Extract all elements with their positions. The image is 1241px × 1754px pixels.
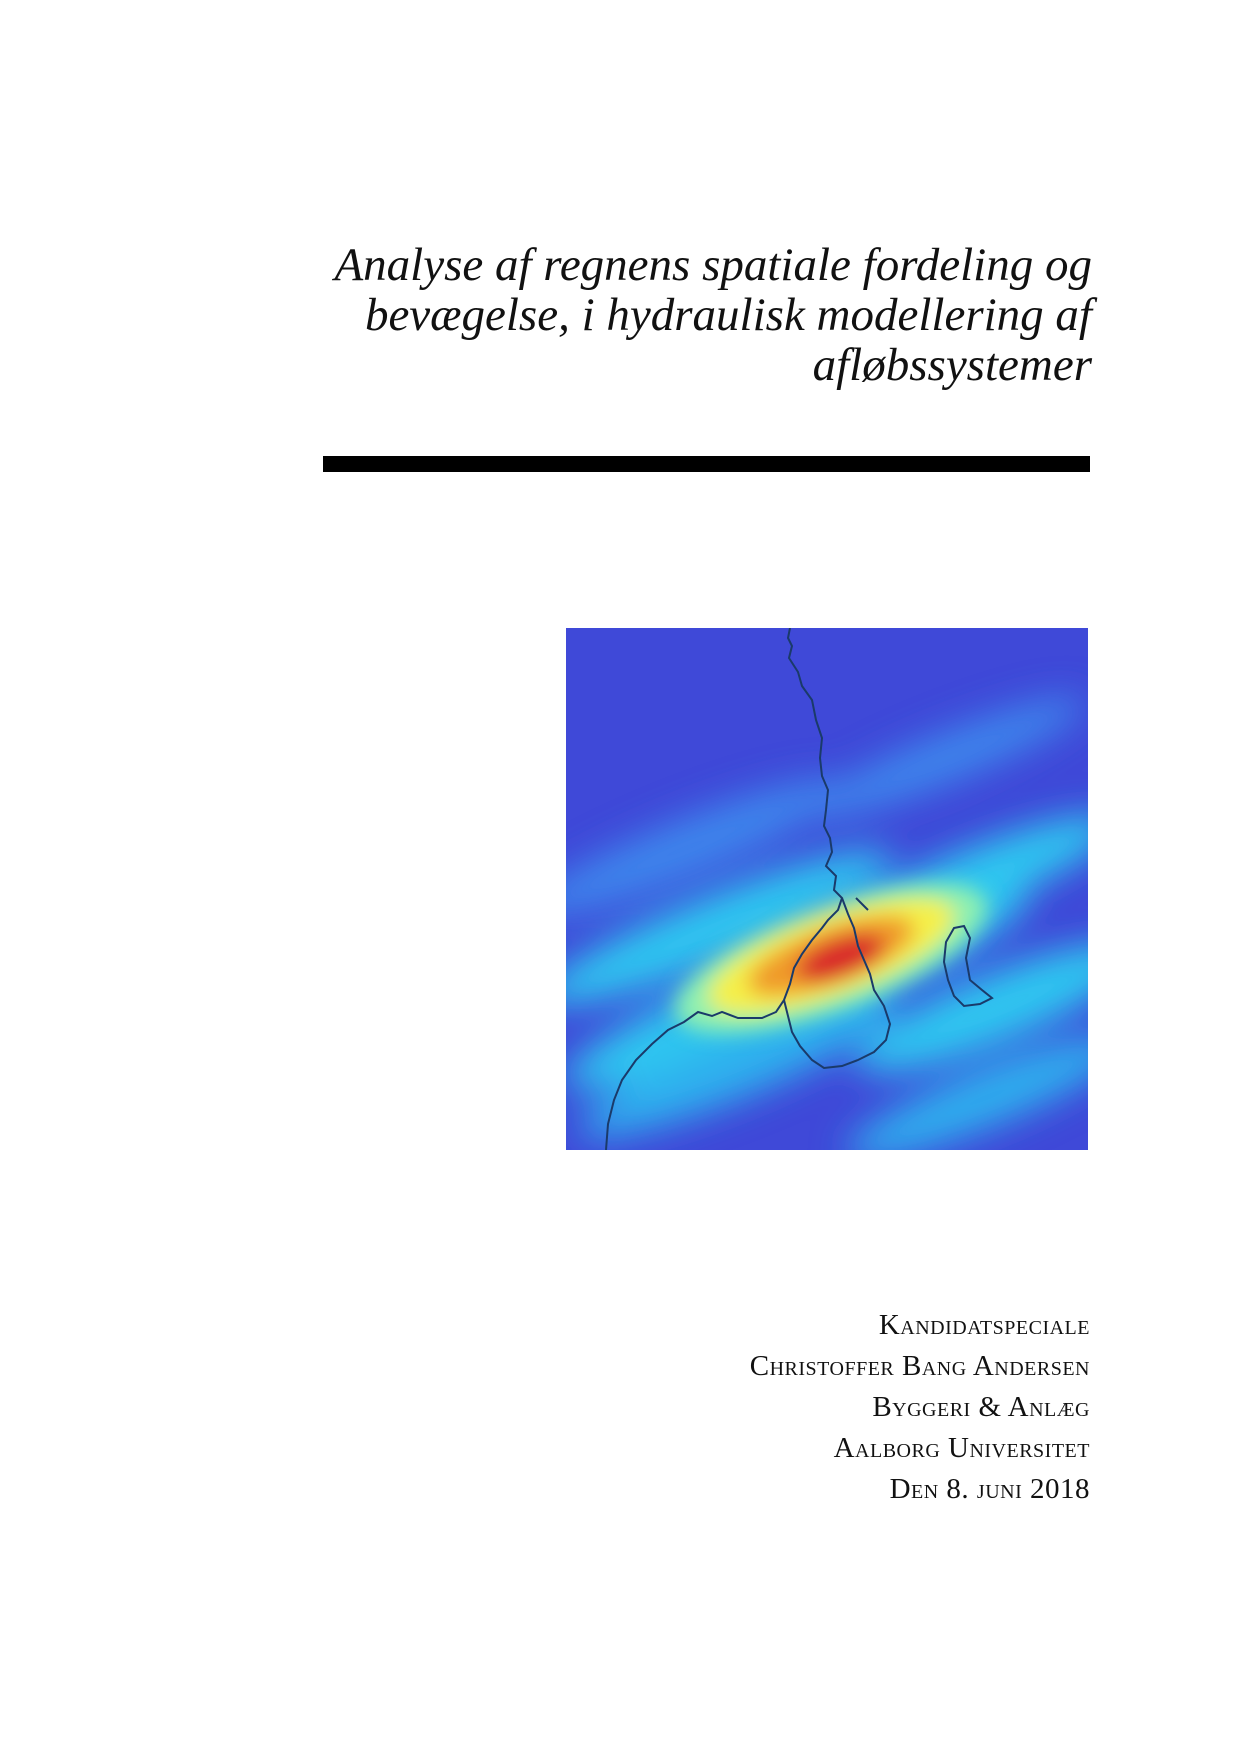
thesis-title-line-2: bevægelse, i hydraulisk modellering af [364, 289, 1092, 341]
thesis-title-line-1: Analyse af regnens spatiale fordeling og [334, 239, 1092, 291]
title-rule [323, 456, 1090, 472]
university-name: Aalborg Universitet [833, 1432, 1090, 1464]
thesis-title-line-3: afløbssystemer [812, 339, 1092, 391]
study-program: Byggeri & Anlæg [872, 1391, 1090, 1423]
submission-date: Den 8. juni 2018 [889, 1473, 1090, 1505]
rain-radar-map-image [566, 628, 1088, 1150]
thesis-meta [560, 1305, 1090, 1510]
author-name: Christoffer Bang Andersen [749, 1350, 1090, 1382]
thesis-title [240, 240, 1092, 390]
thesis-type: Kandidatspeciale [878, 1309, 1090, 1341]
rain-radar-map-svg [566, 628, 1088, 1150]
